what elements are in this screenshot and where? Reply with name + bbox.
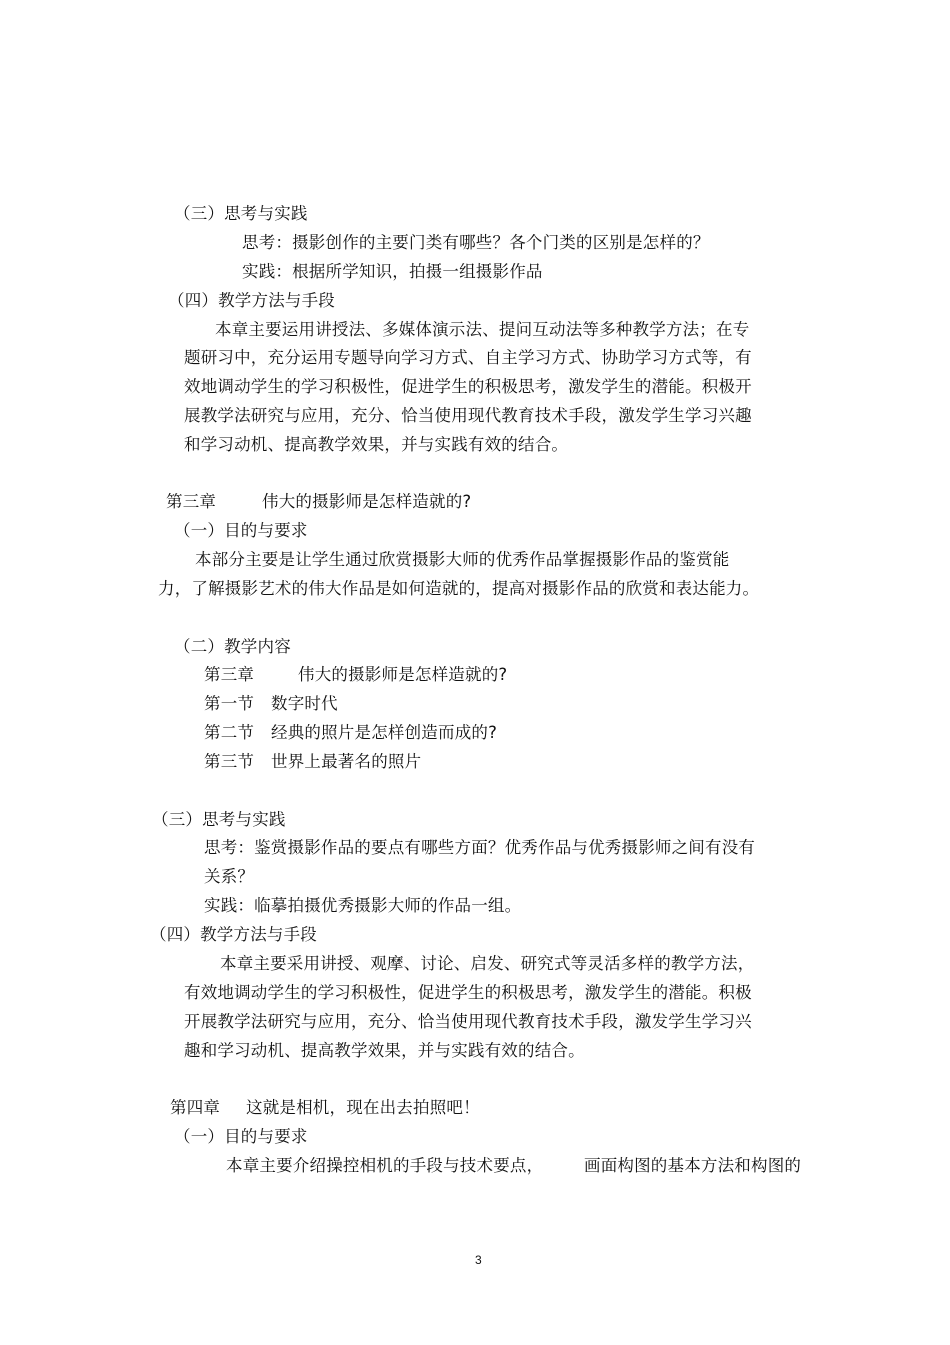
- ch4-goals-line-part-1: 本章主要介绍操控相机的手段与技术要点，: [226, 1156, 544, 1175]
- ch3-methods-line-3: 开展教学法研究与应用，充分、恰当使用现代教育技术手段，激发学生学习兴: [184, 1012, 752, 1031]
- ch3-goals-line-1: 本部分主要是让学生通过欣赏摄影大师的优秀作品掌握摄影作品的鉴赏能: [195, 550, 730, 569]
- ch4-goals-heading: （一）目的与要求: [174, 1127, 308, 1146]
- ch4-title-text: 这就是相机，现在出去拍照吧！: [246, 1098, 480, 1117]
- ch3-practice-line: 实践：临摹拍摄优秀摄影大师的作品一组。: [204, 896, 522, 915]
- ch2-methods-line-5: 和学习动机、提高教学效果，并与实践有效的结合。: [184, 435, 569, 454]
- ch3-content-chapter-number: 第三章: [204, 665, 255, 684]
- ch4-goals-line-part-2: 画面构图的基本方法和构图的: [584, 1156, 802, 1175]
- ch3-goals-heading: （一）目的与要求: [174, 521, 308, 540]
- ch2-think-line: 思考：摄影创作的主要门类有哪些？各个门类的区别是怎样的？: [242, 233, 710, 252]
- ch3-section-1-title: 数字时代: [271, 694, 338, 713]
- ch3-goals-line-2: 力，了解摄影艺术的伟大作品是如何造就的，提高对摄影作品的欣赏和表达能力。: [158, 579, 760, 598]
- ch3-methods-line-2: 有效地调动学生的学习积极性，促进学生的积极思考，激发学生的潜能。积极: [184, 983, 752, 1002]
- ch3-think-line-1: 思考：鉴赏摄影作品的要点有哪些方面？优秀作品与优秀摄影师之间有没有: [204, 838, 756, 857]
- ch3-section-3-title: 世界上最著名的照片: [271, 752, 422, 771]
- ch2-practice-line: 实践：根据所学知识，拍摄一组摄影作品: [242, 262, 543, 281]
- ch3-content-heading: （二）教学内容: [174, 637, 291, 656]
- ch3-methods-line-4: 趣和学习动机、提高教学效果，并与实践有效的结合。: [184, 1041, 585, 1060]
- ch3-section-2-number: 第二节: [204, 723, 255, 742]
- ch2-methods-line-4: 展教学法研究与应用，充分、恰当使用现代教育技术手段，激发学生学习兴趣: [184, 406, 752, 425]
- ch2-methods-line-3: 效地调动学生的学习积极性，促进学生的积极思考，激发学生的潜能。积极开: [184, 377, 752, 396]
- ch3-content-chapter-text: 伟大的摄影师是怎样造就的?: [298, 665, 508, 684]
- ch3-think-practice-heading: （三）思考与实践: [152, 810, 286, 829]
- ch3-title-number: 第三章: [166, 492, 217, 511]
- ch3-section-2-title: 经典的照片是怎样创造而成的?: [271, 723, 498, 742]
- ch2-think-practice-heading: （三）思考与实践: [174, 204, 308, 223]
- ch3-methods-line-1: 本章主要采用讲授、观摩、讨论、启发、研究式等灵活多样的教学方法，: [220, 954, 755, 973]
- ch3-section-1-number: 第一节: [204, 694, 255, 713]
- ch3-think-line-2: 关系？: [204, 867, 255, 886]
- ch3-methods-heading: （四）教学方法与手段: [150, 925, 317, 944]
- ch3-title-text: 伟大的摄影师是怎样造就的?: [262, 492, 472, 511]
- ch2-methods-line-1: 本章主要运用讲授法、多媒体演示法、提问互动法等多种教学方法；在专: [215, 320, 750, 339]
- page-number: 3: [475, 1253, 482, 1267]
- ch2-methods-line-2: 题研习中，充分运用专题导向学习方式、自主学习方式、协助学习方式等，有: [184, 348, 752, 367]
- ch2-methods-heading: （四）教学方法与手段: [168, 291, 335, 310]
- ch4-title-number: 第四章: [170, 1098, 221, 1117]
- ch3-section-3-number: 第三节: [204, 752, 255, 771]
